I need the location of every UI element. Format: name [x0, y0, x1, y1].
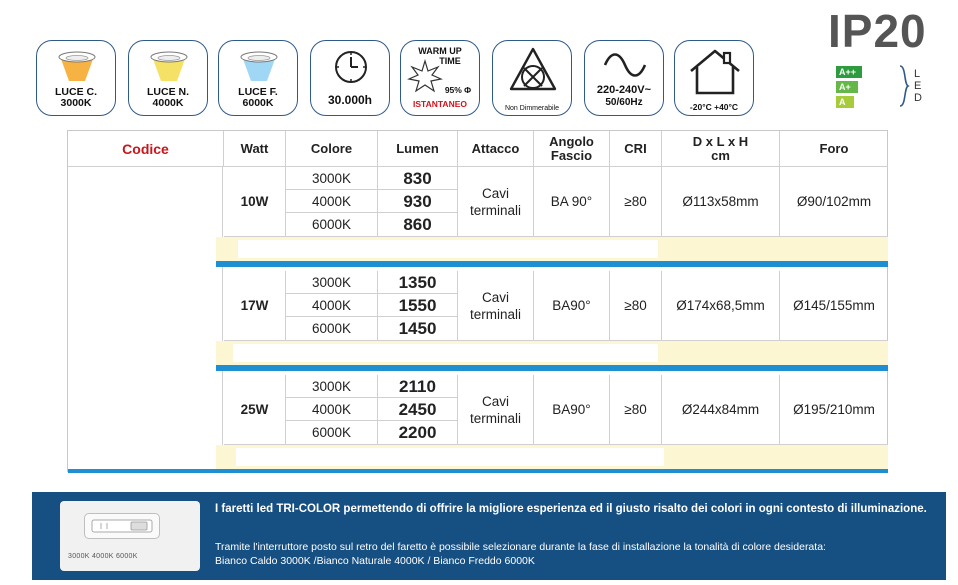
- cri-10w: ≥80: [610, 167, 662, 237]
- banner-text-line1: Tramite l'interruttore posto sul retro del faretto è possibile selezionare durante la fase di installazione la tonalità di colore desiderata:: [215, 541, 826, 553]
- header-lumen: Lumen: [378, 131, 458, 167]
- energy-class-aplusplus: A++: [836, 66, 862, 78]
- lifetime-badge: [310, 40, 390, 116]
- lumen-10w-4000: 930: [378, 190, 458, 213]
- foro-25w: Ø195/210mm: [780, 375, 888, 445]
- lumen-17w-4000: 1550: [378, 294, 458, 317]
- banner-text-line2: Bianco Caldo 3000K /Bianco Naturale 4000K / Bianco Freddo 6000K: [215, 555, 535, 567]
- color-17w-3000: 3000K: [286, 271, 378, 294]
- neutral-downlight-icon: [147, 47, 191, 83]
- info-banner: [32, 492, 946, 580]
- brace-icon: [898, 64, 910, 108]
- cri-17w: ≥80: [610, 271, 662, 341]
- header-cri: CRI: [610, 131, 662, 167]
- dimmer-label: Non Dimmerabile: [504, 105, 560, 112]
- header-codice: Codice: [68, 131, 224, 167]
- warmup-label-1: WARM UP: [418, 46, 462, 56]
- angolo-10w: BA 90°: [534, 167, 610, 237]
- cold-light-badge: [218, 40, 298, 116]
- house-icon: [687, 47, 743, 97]
- clock-icon: [333, 49, 369, 85]
- separator-3-field: [236, 448, 664, 466]
- attacco-25w: Cavi terminali: [458, 375, 534, 445]
- lumen-17w-6000: 1450: [378, 317, 458, 341]
- cold-downlight-icon: [237, 47, 281, 83]
- blue-rule-1: [216, 261, 888, 267]
- warmup-label-3: ISTANTANEO: [413, 99, 467, 109]
- switch-positions-label: 3000K 4000K 6000K: [68, 553, 138, 560]
- banner-headline: I faretti led TRI-COLOR permettendo di offrire la migliore esperienza ed il giusto risalto dei colori in ogni contesto di illuminazione.: [215, 503, 927, 515]
- neutral-label-2: 4000K: [152, 97, 184, 109]
- warmup-label-2: TIME: [439, 56, 461, 66]
- cold-label-2: 6000K: [242, 97, 274, 109]
- led-letter-l: L: [914, 68, 921, 80]
- color-10w-3000: 3000K: [286, 167, 378, 190]
- dim-10w: Ø113x58mm: [662, 167, 780, 237]
- separator-2-field: [233, 344, 658, 362]
- lumen-10w-3000: 830: [378, 167, 458, 190]
- header-attacco: Attacco: [458, 131, 534, 167]
- codice-column: [68, 167, 223, 471]
- ip-rating: IP20: [828, 5, 927, 57]
- voltage-label-2: 50/60Hz: [605, 97, 643, 108]
- separator-1-field: [238, 240, 658, 258]
- non-dimmable-icon: [507, 45, 559, 97]
- lumen-25w-4000: 2450: [378, 398, 458, 421]
- energy-label: [836, 62, 936, 110]
- warm-downlight-icon: [55, 47, 99, 83]
- dimmer-badge: [492, 40, 572, 116]
- attacco-10w: Cavi terminali: [458, 167, 534, 237]
- color-25w-6000: 6000K: [286, 421, 378, 445]
- color-25w-4000: 4000K: [286, 398, 378, 421]
- color-10w-6000: 6000K: [286, 213, 378, 237]
- warmup-badge: [400, 40, 480, 116]
- lumen-25w-6000: 2200: [378, 421, 458, 445]
- lumen-25w-3000: 2110: [378, 375, 458, 398]
- dim-17w: Ø174x68,5mm: [662, 271, 780, 341]
- dim-25w: Ø244x84mm: [662, 375, 780, 445]
- led-letter-d: D: [914, 92, 922, 104]
- lifetime-label: 30.000h: [327, 93, 373, 107]
- led-letter-e: E: [914, 80, 922, 92]
- header-foro: Foro: [780, 131, 888, 167]
- watt-25w: 25W: [224, 375, 286, 445]
- temperature-badge: [674, 40, 754, 116]
- lumen-10w-6000: 860: [378, 213, 458, 237]
- cri-25w: ≥80: [610, 375, 662, 445]
- warm-light-badge: [36, 40, 116, 116]
- header-watt: Watt: [224, 131, 286, 167]
- watt-10w: 10W: [224, 167, 286, 237]
- foro-10w: Ø90/102mm: [780, 167, 888, 237]
- color-10w-4000: 4000K: [286, 190, 378, 213]
- color-25w-3000: 3000K: [286, 375, 378, 398]
- header-dimensions: D x L x H cm: [662, 131, 780, 167]
- lumen-17w-3000: 1350: [378, 271, 458, 294]
- energy-class-aplus: A+: [836, 81, 858, 93]
- voltage-badge: [584, 40, 664, 116]
- temperature-label: -20°C +40°C: [689, 102, 739, 112]
- cold-label-1: LUCE F.: [238, 86, 278, 98]
- neutral-label-1: LUCE N.: [147, 86, 189, 98]
- color-17w-4000: 4000K: [286, 294, 378, 317]
- spec-table: [67, 130, 888, 472]
- warm-label-2: 3000K: [60, 97, 92, 109]
- blue-rule-3: [68, 469, 888, 473]
- voltage-label-1: 220-240V~: [596, 84, 652, 96]
- switch-photo: [60, 501, 200, 571]
- watt-17w: 17W: [224, 271, 286, 341]
- color-switch-icon: [84, 513, 160, 539]
- energy-class-a: A: [836, 96, 854, 108]
- header-colore: Colore: [286, 131, 378, 167]
- warm-label-1: LUCE C.: [55, 86, 97, 98]
- neutral-light-badge: [128, 40, 208, 116]
- warmup-pct: 95% Φ: [444, 85, 472, 95]
- header-angolo: Angolo Fascio: [534, 131, 610, 167]
- attacco-17w: Cavi terminali: [458, 271, 534, 341]
- color-17w-6000: 6000K: [286, 317, 378, 341]
- sine-wave-icon: [603, 53, 647, 77]
- angolo-25w: BA90°: [534, 375, 610, 445]
- blue-rule-2: [216, 365, 888, 371]
- foro-17w: Ø145/155mm: [780, 271, 888, 341]
- banner-description: [215, 540, 935, 568]
- angolo-17w: BA90°: [534, 271, 610, 341]
